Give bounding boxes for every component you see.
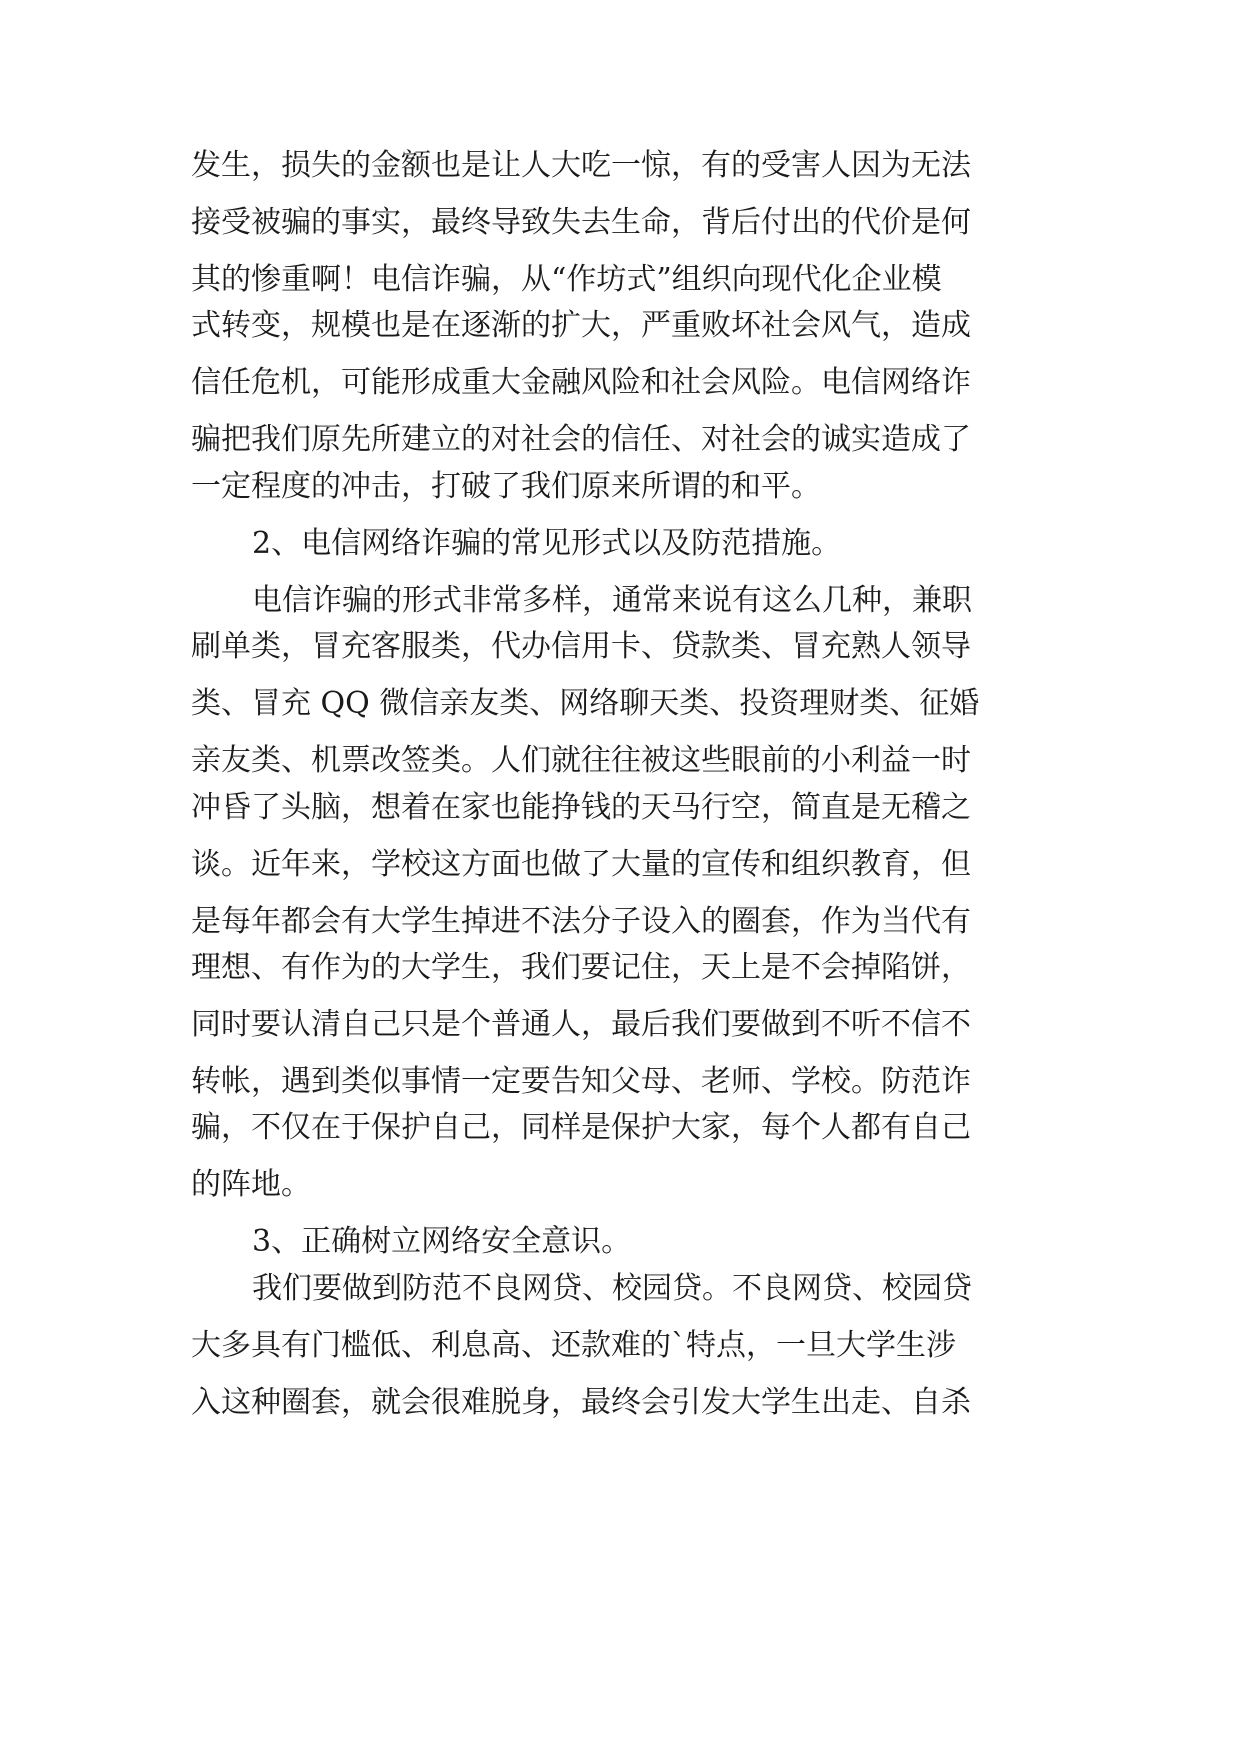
text-line: 一定程度的冲击，打破了我们原来所谓的和平。	[191, 469, 821, 504]
text-line: 入这种圈套，就会很难脱身，最终会引发大学生出走、自杀	[191, 1385, 971, 1420]
text-line: 其的惨重啊！电信诈骗，从“作坊式”组织向现代化企业模	[191, 262, 942, 297]
text-line: 骗把我们原先所建立的对社会的信任、对社会的诚实造成了	[191, 422, 971, 457]
text-line: 骗，不仅在于保护自己，同样是保护大家，每个人都有自己	[191, 1110, 971, 1145]
text-line: 谈。近年来，学校这方面也做了大量的宣传和组织教育，但	[191, 847, 971, 882]
text-line: 亲友类、机票改签类。人们就往往被这些眼前的小利益一时	[191, 743, 971, 778]
text-line: 发生，损失的金额也是让人大吃一惊，有的受害人因为无法	[191, 148, 971, 183]
text-line: 的阵地。	[191, 1167, 311, 1202]
text-line: 类、冒充 QQ 微信亲友类、网络聊天类、投资理财类、征婚	[191, 686, 980, 721]
text-line: 同时要认清自己只是个普通人，最后我们要做到不听不信不	[191, 1007, 971, 1042]
text-line: 冲昏了头脑，想着在家也能挣钱的天马行空，简直是无稽之	[191, 790, 971, 825]
text-line: 理想、有作为的大学生，我们要记住，天上是不会掉陷饼，	[191, 950, 971, 985]
text-line: 刷单类，冒充客服类，代办信用卡、贷款类、冒充熟人领导	[191, 629, 971, 664]
paragraph-first-line: 电信诈骗的形式非常多样，通常来说有这么几种，兼职	[252, 583, 972, 618]
text-line: 式转变，规模也是在逐渐的扩大，严重败坏社会风气，造成	[191, 308, 971, 343]
text-line: 信任危机，可能形成重大金融风险和社会风险。电信网络诈	[191, 365, 971, 400]
section-heading: 3、正确树立网络安全意识。	[252, 1224, 632, 1259]
text-line: 大多具有门槛低、利息高、还款难的`特点，一旦大学生涉	[191, 1328, 956, 1363]
text-line: 转帐，遇到类似事情一定要告知父母、老师、学校。防范诈	[191, 1064, 971, 1099]
text-line: 接受被骗的事实，最终导致失去生命，背后付出的代价是何	[191, 205, 971, 240]
section-heading: 2、电信网络诈骗的常见形式以及防范措施。	[252, 526, 842, 561]
paragraph-first-line: 我们要做到防范不良网贷、校园贷。不良网贷、校园贷	[252, 1271, 972, 1306]
text-line: 是每年都会有大学生掉进不法分子设入的圈套，作为当代有	[191, 904, 971, 939]
